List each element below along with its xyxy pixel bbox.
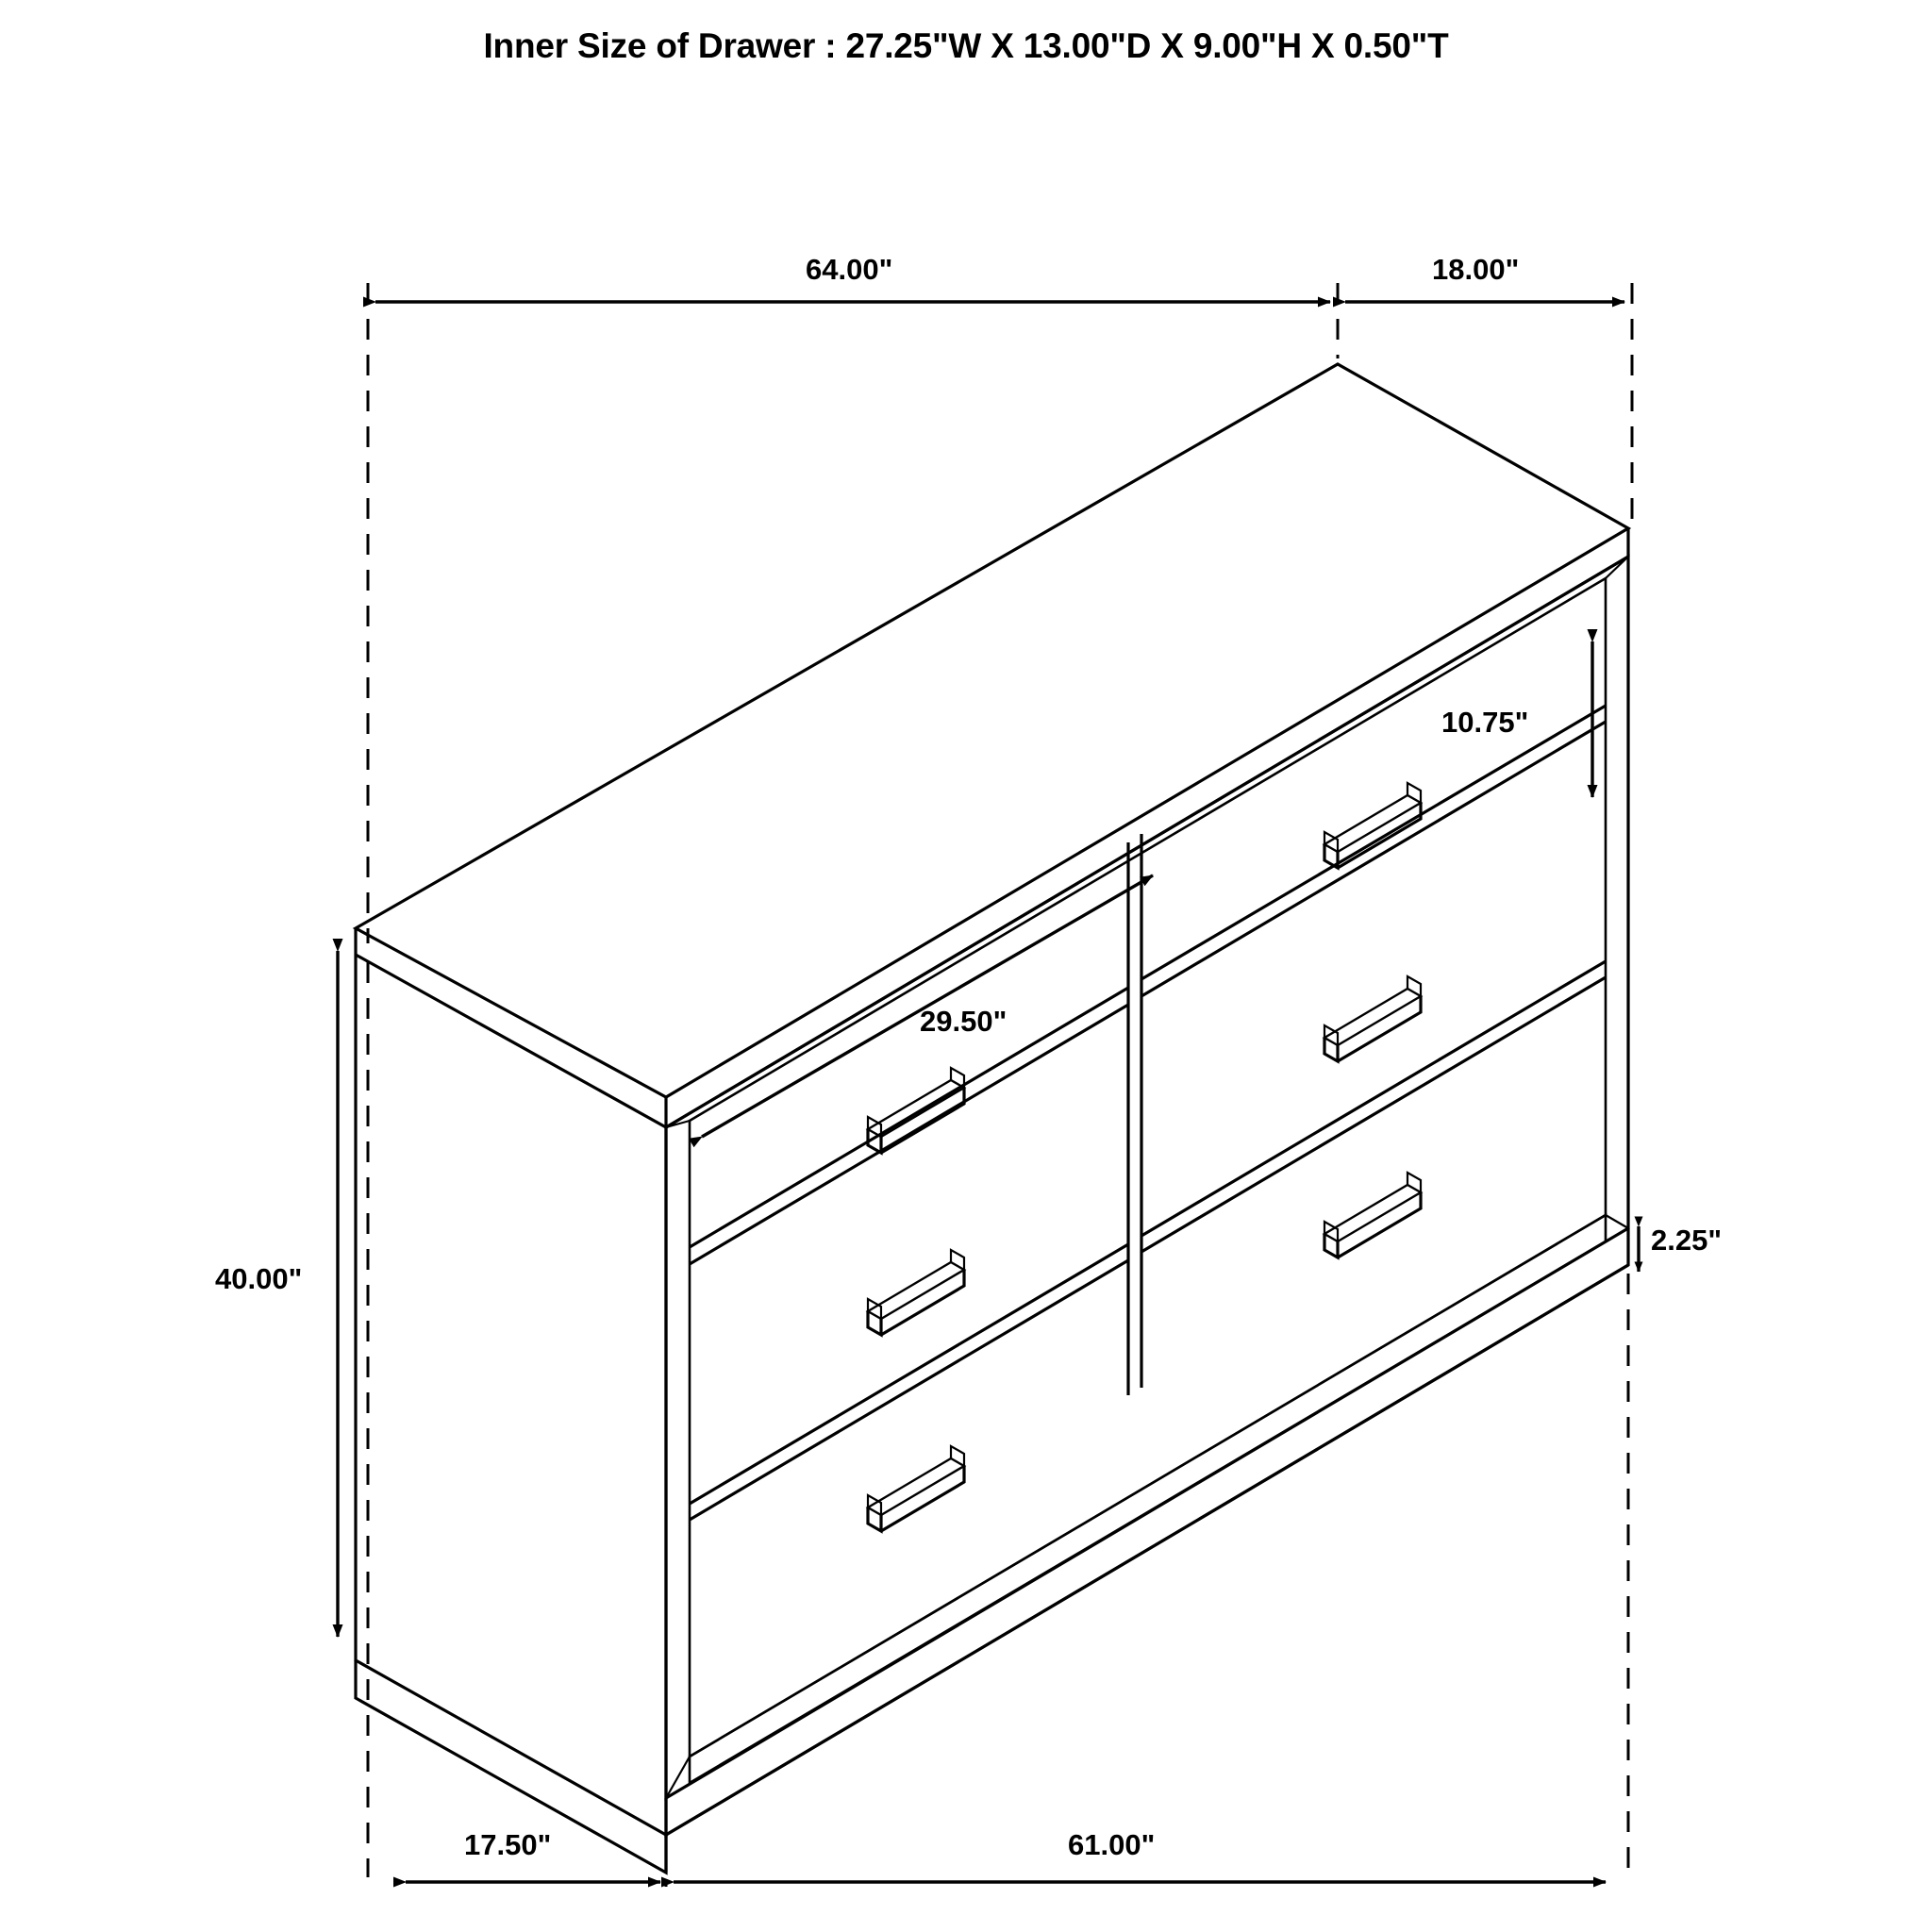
dim-label-bottom-width: 61.00" — [1068, 1828, 1156, 1861]
dim-label-overall-height: 40.00" — [215, 1262, 303, 1295]
dim-label-drawer-height: 10.75" — [1441, 706, 1529, 739]
dresser-body — [356, 364, 1628, 1873]
dim-label-base-height: 2.25" — [1651, 1224, 1723, 1257]
extension-lines — [368, 283, 1632, 1887]
dim-label-top-depth: 18.00" — [1432, 253, 1520, 286]
page-title: Inner Size of Drawer : 27.25"W X 13.00"D X 9.00"H X 0.50"T — [483, 26, 1449, 65]
dim-label-bottom-depth: 17.50" — [464, 1828, 552, 1861]
dim-label-top-width: 64.00" — [806, 253, 893, 286]
dim-label-side-depth: 29.50" — [920, 1005, 1008, 1038]
